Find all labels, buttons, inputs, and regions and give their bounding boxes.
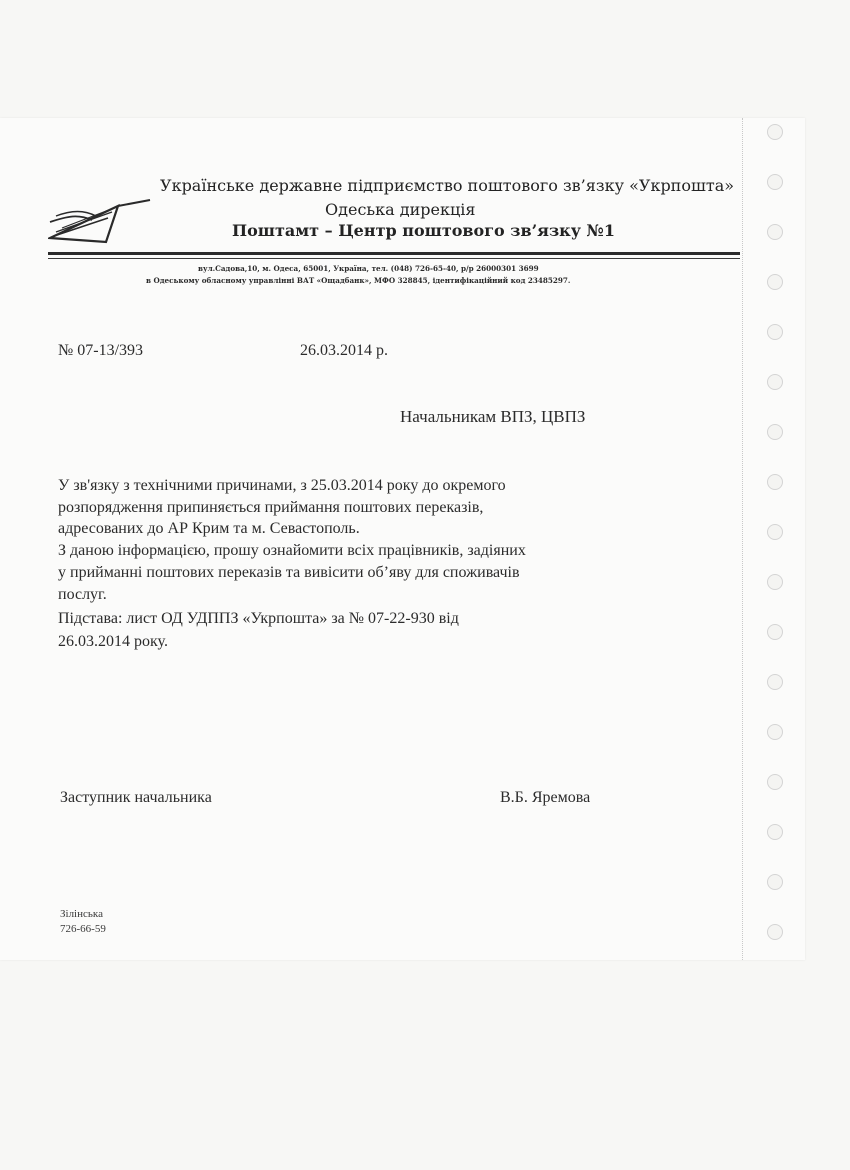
perforation-hole — [767, 624, 783, 640]
body-line: 26.03.2014 року. — [58, 633, 168, 650]
body-line: адресованих до АР Крим та м. Севастополь. — [58, 520, 360, 537]
executor-name: Зілінська — [60, 908, 103, 920]
signer-title: Заступник начальника — [60, 789, 212, 806]
perforation-hole — [767, 824, 783, 840]
perforation-hole — [767, 274, 783, 290]
recipient: Начальникам ВПЗ, ЦВПЗ — [400, 407, 586, 426]
signer-name: В.Б. Яремова — [500, 789, 591, 806]
letter-sheet — [0, 118, 805, 960]
perforation-hole — [767, 224, 783, 240]
perforation-hole — [767, 724, 783, 740]
post-office-name: Поштамт – Центр поштового зв’язку №1 — [232, 221, 616, 240]
perforation-hole — [767, 124, 783, 140]
perforation-hole — [767, 424, 783, 440]
letterhead-divider-thick — [48, 252, 740, 255]
body-line: послуг. — [58, 586, 107, 603]
perforation-hole — [767, 174, 783, 190]
body-line: розпорядження припиняється приймання поштових переказів, — [58, 499, 484, 516]
perforation-hole — [767, 574, 783, 590]
body-line: З даною інформацією, прошу ознайомити всіх працівників, задіяних — [58, 542, 526, 559]
document-number: № 07-13/393 — [58, 342, 144, 359]
perforation-hole — [767, 374, 783, 390]
organization-name: Українське державне підприємство поштового зв’язку «Укрпошта» — [160, 176, 735, 195]
directorate-name: Одеська дирекція — [325, 200, 476, 219]
bank-details-line: в Одеському обласному управлінні ВАТ «Ощадбанк», МФО 328845, ідентифікаційний код 23485297. — [146, 276, 571, 285]
perforation-hole — [767, 874, 783, 890]
address-line: вул.Садова,10, м. Одеса, 65001, Україна, тел. (048) 726-65-40, р/р 26000301 3699 — [198, 264, 539, 273]
executor-phone: 726-66-59 — [60, 923, 106, 935]
letterhead-divider-thin — [48, 258, 740, 259]
body-line: Підстава: лист ОД УДППЗ «Укрпошта» за № 07-22-930 від — [58, 610, 459, 627]
perforation-hole — [767, 924, 783, 940]
perforation-hole — [767, 324, 783, 340]
ukrposhta-logo-icon — [48, 198, 153, 244]
perforation-hole — [767, 774, 783, 790]
body-line: у прийманні поштових переказів та вивісити об’яву для споживачів — [58, 564, 520, 581]
document-date: 26.03.2014 р. — [300, 342, 388, 359]
perforation-hole — [767, 474, 783, 490]
perforated-edge — [742, 118, 806, 960]
perforation-hole — [767, 674, 783, 690]
body-line: У зв'язку з технічними причинами, з 25.03.2014 року до окремого — [58, 477, 506, 494]
perforation-hole — [767, 524, 783, 540]
